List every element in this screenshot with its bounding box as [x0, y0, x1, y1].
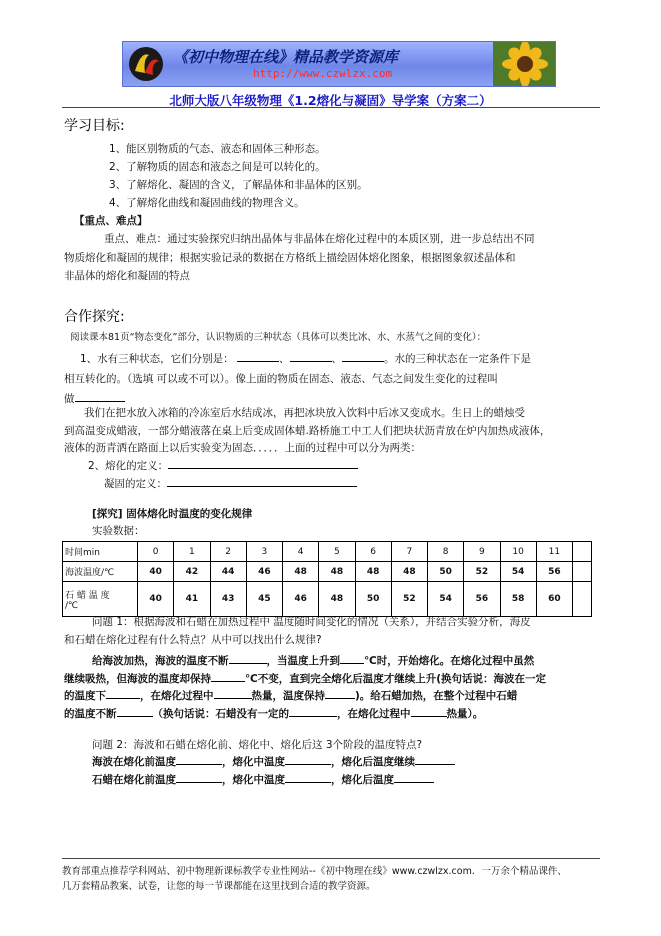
q1-line-1-tail: 。水的三种状态在一定条件下是 [384, 353, 532, 365]
fill-blank[interactable] [176, 752, 222, 765]
fill-blank[interactable] [214, 686, 252, 699]
text: 石蜡在熔化前温度 [92, 774, 176, 786]
table-cell: 42 [174, 562, 210, 582]
goal-item-4: 4、了解熔化曲线和凝固曲线的物理含义。 [109, 197, 305, 209]
melting-definition-blank[interactable] [168, 456, 358, 469]
table-cell: 58 [500, 582, 536, 617]
text: 继续吸热，但海波的温度却保持 [64, 673, 211, 685]
table-cell-empty [573, 582, 592, 617]
q1-blank-1[interactable] [237, 349, 279, 362]
key-points-line-2: 物质熔化和凝固的规律；根据实验记录的数据在方格纸上描绘固体熔化图象，根据图象叙述晶体和 [64, 252, 516, 264]
goal-item-3: 3、了解熔化、凝固的含义，了解晶体和非晶体的区别。 [109, 179, 368, 191]
table-cell: 7 [391, 542, 427, 562]
table-cell: 6 [355, 542, 391, 562]
goal-item-1: 1、能区别物质的气态、液态和固体三种形态。 [109, 143, 326, 155]
table-cell: 44 [210, 562, 246, 582]
key-points-line-3: 非晶体的熔化和凝固的特点 [64, 270, 190, 282]
solidifying-definition-label: 凝固的定义： [104, 478, 167, 490]
data-label: 实验数据： [92, 525, 145, 537]
table-header-time: 时间min [63, 542, 138, 562]
problem2-line-1: 问题 2：海波和石蜡在熔化前、熔化中、熔化后这 3个阶段的温度特点? [92, 739, 423, 751]
table-cell: 3 [246, 542, 282, 562]
table-cell: 11 [536, 542, 572, 562]
text: ，熔化中温度 [222, 774, 285, 786]
key-points-label: 【重点、难点】 [74, 215, 148, 227]
text: ℃不变，直到完全熔化后温度才继续上升(换句话说：海波在一定 [245, 673, 547, 685]
data-table [62, 541, 592, 617]
problem1-b-line-3 [64, 686, 517, 706]
title-divider [62, 107, 600, 108]
para-line-1: 我们在把水放入冰箱的冷冻室后水结成冰，再把冰块放入饮料中后冰又变成水。生日上的蜡烛受 [84, 407, 525, 419]
q1-blank-3[interactable] [342, 349, 384, 362]
table-cell: 56 [464, 582, 500, 617]
problem1-line-1: 问题 1：根据海波和石蜡在加热过程中 温度随时间变化的情况（关系），并结合实验分析，海皮 [92, 616, 531, 628]
text: ，熔化后温度 [331, 774, 394, 786]
problem2-row-1 [92, 752, 455, 772]
fill-blank[interactable] [394, 770, 434, 783]
table-cell: 48 [355, 562, 391, 582]
table-cell: 60 [536, 582, 572, 617]
paraffin-label-b: /℃ [65, 600, 79, 611]
sunflower-image [493, 42, 555, 86]
key-points-line-1: 重点、难点：通过实验探究归纳出晶体与非晶体在熔化过程中的本质区别，进一步总结出不同 [104, 233, 535, 245]
problem1-b-line-4 [64, 704, 483, 724]
q1-line-1: 1、水有三种状态，它们分别是： 、 、 。水的三种状态在一定条件下是 [80, 349, 531, 369]
site-banner [122, 41, 556, 87]
table-cell-empty [573, 542, 592, 562]
fill-blank[interactable] [229, 651, 267, 664]
problem2-row-2 [92, 770, 434, 790]
goals-heading: 学习目标: [64, 118, 125, 134]
fill-blank[interactable] [411, 704, 447, 717]
table-cell: 48 [319, 582, 355, 617]
table-cell: 48 [283, 562, 319, 582]
problem1-b-line-1 [92, 651, 534, 671]
text: 的温度下 [64, 690, 106, 702]
table-cell: 41 [174, 582, 210, 617]
table-cell: 43 [210, 582, 246, 617]
fill-blank[interactable] [289, 704, 337, 717]
melting-definition [88, 456, 358, 476]
fill-blank[interactable] [211, 669, 245, 682]
para-line-2: 到高温变成蜡液，一部分蜡液落在桌上后变成固体蜡.路桥施工中工人们把块状沥青放在炉内加热成液体， [64, 425, 551, 437]
fill-blank[interactable] [415, 752, 455, 765]
q1-blank-4[interactable] [75, 389, 125, 402]
footer-line-2: 几万套精品教案、试卷，让您的每一节课都能在这里找到合适的教学资源。 [62, 881, 376, 892]
table-row [63, 562, 592, 582]
text: 海波在熔化前温度 [92, 756, 176, 768]
table-cell: 1 [174, 542, 210, 562]
q1-line-1-text: 1、水有三种状态，它们分别是： [80, 353, 234, 365]
table-cell: 45 [246, 582, 282, 617]
text: 热量，温度保持 [251, 690, 325, 702]
text: 给海波加热，海波的温度不断 [92, 655, 229, 667]
fill-blank[interactable] [106, 686, 140, 699]
text: ，熔化后温度继续 [331, 756, 415, 768]
table-cell: 46 [283, 582, 319, 617]
table-cell: 48 [319, 562, 355, 582]
table-cell: 2 [210, 542, 246, 562]
table-cell: 50 [428, 562, 464, 582]
fill-blank[interactable] [176, 770, 222, 783]
q1-line-3-text: 做 [64, 393, 75, 405]
fill-blank[interactable] [285, 770, 331, 783]
text: 热量）。 [446, 708, 484, 720]
text: )。给石蜡加热，在整个过程中石蜡 [355, 690, 518, 702]
fill-blank[interactable] [117, 704, 153, 717]
table-cell-empty [573, 562, 592, 582]
para-line-3: 液体的沥青洒在路面上以后实验变为固态．．．．．上面的过程中可以分为两类： [64, 442, 421, 454]
fill-blank[interactable] [340, 651, 364, 664]
fill-blank[interactable] [285, 752, 331, 765]
text: ，在熔化过程中 [337, 708, 411, 720]
table-cell: 50 [355, 582, 391, 617]
table-cell: 5 [319, 542, 355, 562]
q1-line-2: 相互转化的。（选填 可以或不可以）。像上面的物质在固态、液态、气态之间发生变化的过程叫 [64, 373, 498, 385]
table-cell: 46 [246, 562, 282, 582]
table-cell: 8 [428, 542, 464, 562]
coop-intro: 阅读课本81页“物态变化”部分，认识物质的三种状态（具体可以类比冰、水、水蒸气之间的变化）： [70, 332, 487, 343]
solidifying-definition-blank[interactable] [167, 474, 357, 487]
table-cell: 52 [391, 582, 427, 617]
table-cell: 9 [464, 542, 500, 562]
text: （换句话说：石蜡没有一定的 [152, 708, 289, 720]
table-cell: 4 [283, 542, 319, 562]
table-cell: 48 [391, 562, 427, 582]
text: ，在熔化过程中 [140, 690, 214, 702]
goal-item-2: 2、了解物质的固态和液态之间是可以转化的。 [109, 161, 326, 173]
fill-blank[interactable] [325, 686, 355, 699]
site-logo-icon [127, 45, 165, 83]
footer-line-1: 教育部重点推荐学科网站、初中物理新课标教学专业性网站--《初中物理在线》www.czwlzx.com．一万余个精品课件、 [62, 866, 567, 877]
document-title: 北师大版八年级物理《1.2熔化与凝固》导学案（方案二） [169, 93, 492, 108]
table-cell: 54 [428, 582, 464, 617]
banner-url[interactable]: http://www.czwlzx.com [253, 67, 393, 80]
explore-title: [探究] 固体熔化时温度的变化规律 [92, 508, 253, 520]
q1-blank-2[interactable] [290, 349, 332, 362]
table-cell: 52 [464, 562, 500, 582]
table-header-hypo: 海波温度/℃ [63, 562, 138, 582]
text: 的温度不断 [64, 708, 117, 720]
solidifying-definition [104, 474, 357, 494]
table-cell: 0 [138, 542, 174, 562]
table-cell: 40 [138, 562, 174, 582]
table-cell: 10 [500, 542, 536, 562]
footer-divider [62, 858, 600, 859]
table-row [63, 542, 592, 562]
table-cell: 40 [138, 582, 174, 617]
text: ，当温度上升到 [266, 655, 340, 667]
melting-definition-label: 2、熔化的定义： [88, 460, 169, 472]
text: ℃时，开始熔化。在熔化过程中虽然 [364, 655, 535, 667]
table-cell: 56 [536, 562, 572, 582]
problem1-line-2: 和石蜡在熔化过程有什么特点？从中可以找出什么规律? [64, 634, 322, 646]
paraffin-label-a: 石 蜡 温 度 [65, 590, 110, 601]
text: ，熔化中温度 [222, 756, 285, 768]
banner-title: 《初中物理在线》精品教学资源库 [173, 48, 399, 66]
table-cell: 54 [500, 562, 536, 582]
coop-heading: 合作探究: [64, 309, 125, 325]
